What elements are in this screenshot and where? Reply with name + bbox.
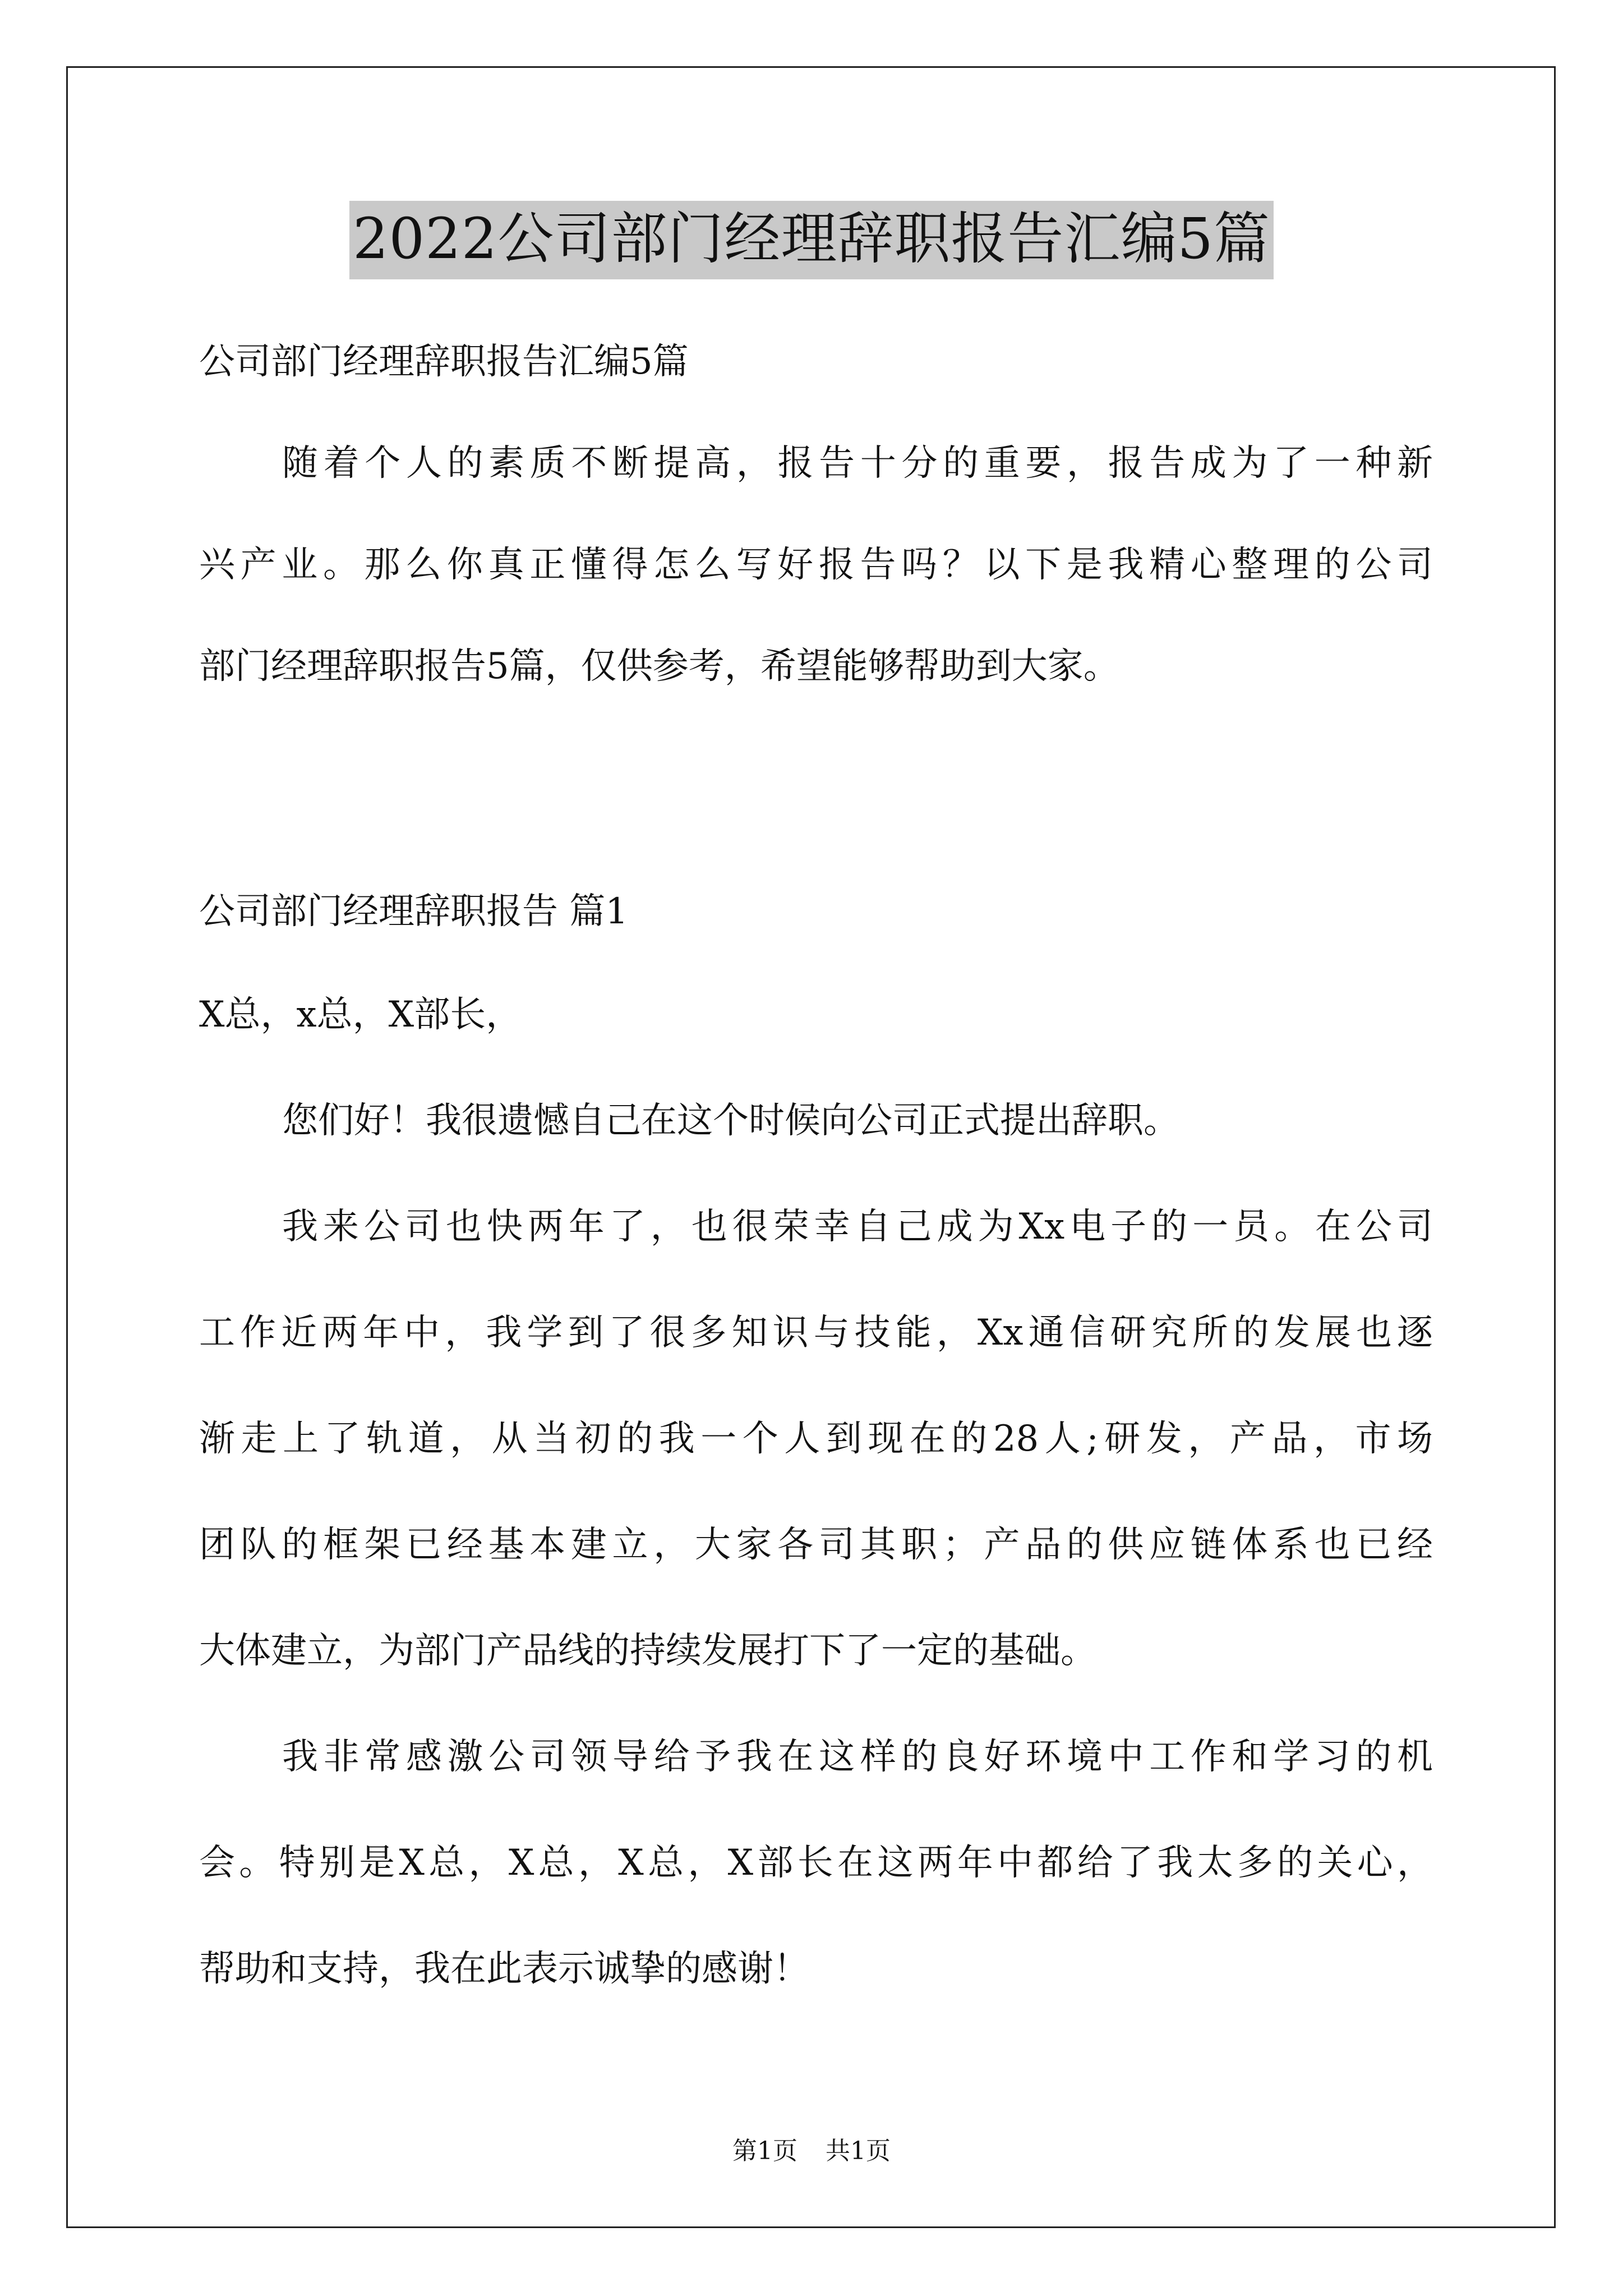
intro-line-1: 随着个人的素质不断提高，报告十分的重要，报告成为了一种新 [282, 443, 1433, 484]
page-total: 共1页 [826, 2137, 891, 2165]
paragraph2-line-4: 团队的框架已经基本建立，大家各司其职；产品的供应链体系也已经 [199, 1524, 1433, 1566]
paragraph3-line-1: 我非常感激公司领导给予我在这样的良好环境中工作和学习的机 [282, 1736, 1433, 1778]
paragraph2-line-3: 渐走上了轨道，从当初的我一个人到现在的28人;研发，产品，市场 [199, 1418, 1433, 1460]
page-footer [0, 2139, 1623, 2164]
subtitle: 公司部门经理辞职报告汇编5篇 [199, 341, 689, 383]
page-border [66, 66, 1556, 2228]
salutation: X总，x总，X部长， [199, 994, 522, 1036]
paragraph3-line-2: 会。特别是X总，X总，X总，X部长在这两年中都给了我太多的关心， [199, 1842, 1433, 1884]
intro-line-3: 部门经理辞职报告5篇，仅供参考，希望能够帮助到大家。 [199, 646, 1119, 687]
intro-line-2: 兴产业。那么你真正懂得怎么写好报告吗？以下是我精心整理的公司 [199, 544, 1433, 586]
title-container [0, 201, 1623, 279]
document-title: 2022公司部门经理辞职报告汇编5篇 [349, 201, 1274, 279]
paragraph1-line-1: 您们好！我很遗憾自己在这个时候向公司正式提出辞职。 [282, 1100, 1179, 1142]
paragraph2-line-2: 工作近两年中，我学到了很多知识与技能，Xx通信研究所的发展也逐 [199, 1312, 1433, 1354]
paragraph3-line-3: 帮助和支持，我在此表示诚挚的感谢！ [199, 1948, 809, 1990]
section-heading: 公司部门经理辞职报告 篇1 [199, 891, 629, 932]
page-number: 第1页 [732, 2137, 797, 2165]
paragraph2-line-1: 我来公司也快两年了，也很荣幸自己成为Xx电子的一员。在公司 [282, 1206, 1433, 1248]
paragraph2-line-5: 大体建立，为部门产品线的持续发展打下了一定的基础。 [199, 1630, 1096, 1672]
